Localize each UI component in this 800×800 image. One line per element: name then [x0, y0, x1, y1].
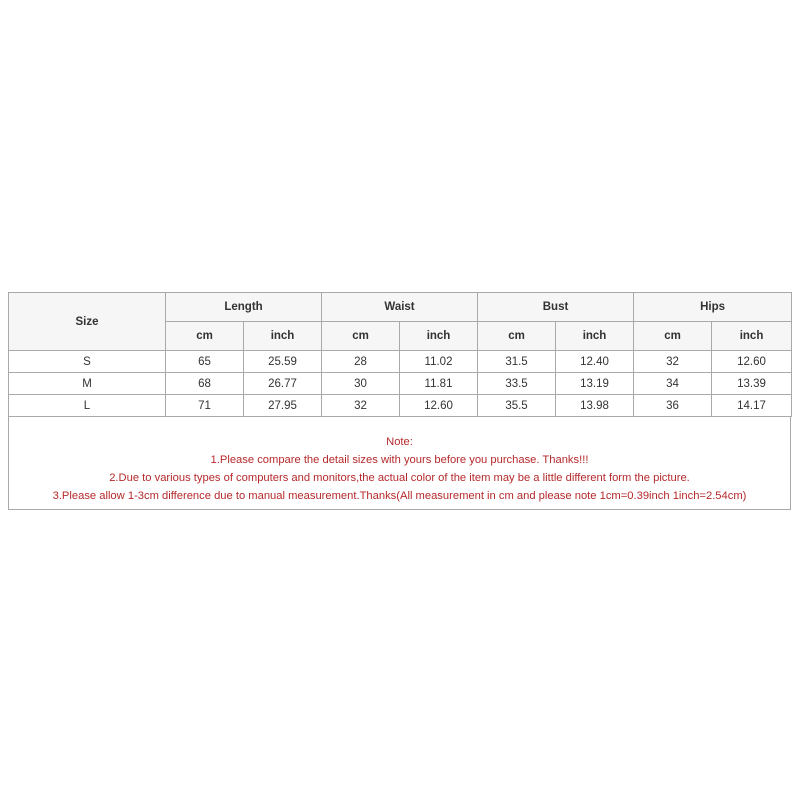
table-cell: 33.5 — [478, 373, 556, 395]
waist-group-header: Waist — [322, 293, 478, 322]
size-table — [8, 292, 792, 417]
size-cell: S — [9, 351, 166, 373]
table-cell: 71 — [166, 395, 244, 417]
unit-header: inch — [400, 322, 478, 351]
table-cell: 27.95 — [244, 395, 322, 417]
table-row — [9, 351, 792, 373]
note-line: 1.Please compare the detail sizes with yours before you purchase. Thanks!!! — [210, 454, 589, 466]
note-line: 3.Please allow 1-3cm difference due to manual measurement.Thanks(All measurement in cm and please note 1cm=0.39inch 1inch=2.54cm) — [52, 490, 747, 502]
table-cell: 25.59 — [244, 351, 322, 373]
table-cell: 65 — [166, 351, 244, 373]
table-cell: 12.60 — [400, 395, 478, 417]
size-chart — [8, 292, 791, 510]
table-cell: 11.02 — [400, 351, 478, 373]
table-cell: 13.98 — [556, 395, 634, 417]
length-group-header: Length — [166, 293, 322, 322]
unit-header: inch — [712, 322, 792, 351]
unit-header: cm — [634, 322, 712, 351]
unit-header: inch — [244, 322, 322, 351]
table-cell: 13.19 — [556, 373, 634, 395]
table-row — [9, 395, 792, 417]
note-title: Note: — [386, 436, 413, 448]
table-cell: 32 — [322, 395, 400, 417]
table-cell: 12.40 — [556, 351, 634, 373]
table-cell: 12.60 — [712, 351, 792, 373]
table-row — [9, 373, 792, 395]
bust-group-header: Bust — [478, 293, 634, 322]
table-cell: 30 — [322, 373, 400, 395]
note-line: 2.Due to various types of computers and monitors,the actual color of the item may be a little different form the picture. — [109, 472, 690, 484]
table-cell: 34 — [634, 373, 712, 395]
size-cell: L — [9, 395, 166, 417]
table-cell: 28 — [322, 351, 400, 373]
size-cell: M — [9, 373, 166, 395]
unit-header: cm — [478, 322, 556, 351]
note-box — [8, 417, 791, 510]
unit-header: cm — [322, 322, 400, 351]
table-cell: 36 — [634, 395, 712, 417]
table-cell: 31.5 — [478, 351, 556, 373]
size-column-header: Size — [9, 293, 166, 351]
table-cell: 14.17 — [712, 395, 792, 417]
table-cell: 26.77 — [244, 373, 322, 395]
table-cell: 11.81 — [400, 373, 478, 395]
table-cell: 13.39 — [712, 373, 792, 395]
hips-group-header: Hips — [634, 293, 792, 322]
table-cell: 68 — [166, 373, 244, 395]
table-cell: 32 — [634, 351, 712, 373]
unit-header: cm — [166, 322, 244, 351]
unit-header: inch — [556, 322, 634, 351]
table-cell: 35.5 — [478, 395, 556, 417]
